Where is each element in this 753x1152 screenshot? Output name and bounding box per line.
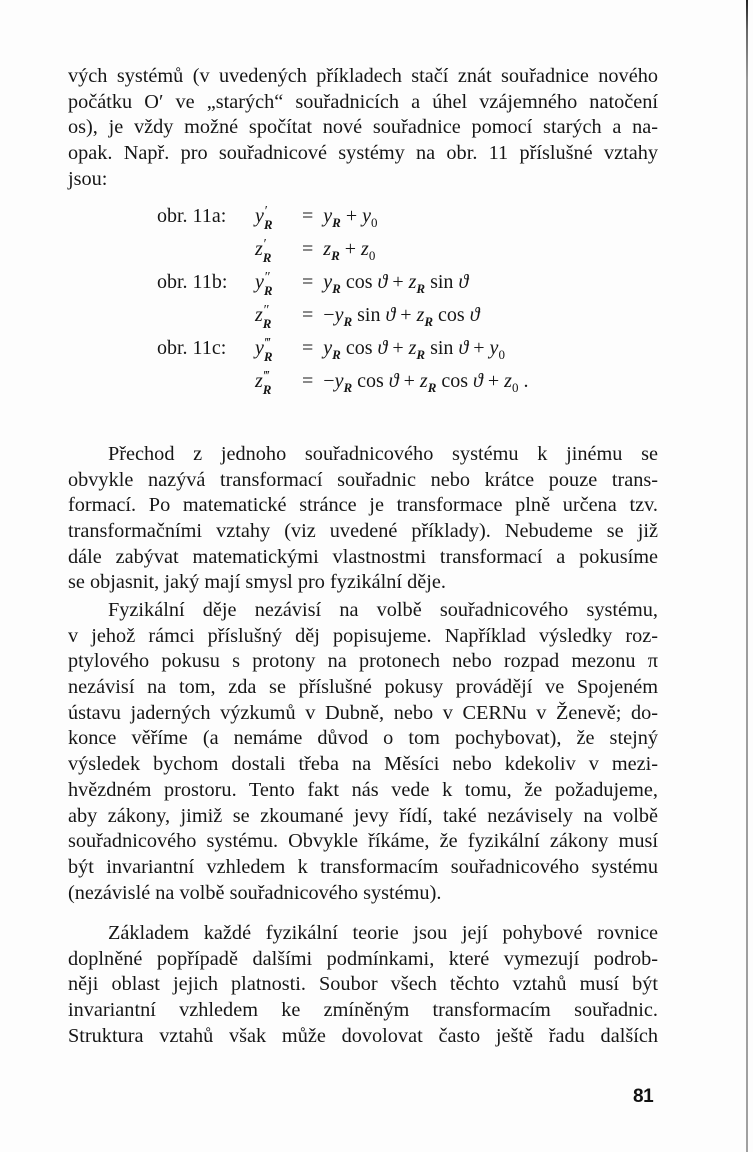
equation-row [157, 299, 657, 332]
equation-label: obr. 11b: [157, 271, 228, 293]
equation-lhs: y ′ R [255, 204, 273, 232]
text-line: něji oblast jejich platnosti. Soubor všech těchto vztahů musí být [68, 973, 658, 996]
text-line: opak. Např. pro souřadnicové systémy na obr. 11 příslušné vztahy [68, 142, 658, 165]
text-line: aby zákony, jimiž se zkoumané jevy řídí, také nezávisely na volbě [68, 804, 658, 827]
text-line: Fyzikální děje nezávisí na volbě souřadnicového systému, [108, 599, 658, 621]
text-line: ústavu jaderných výzkumů v Dubně, nebo v CERNu v Ženevě; do- [68, 701, 658, 724]
text-line: konce věříme (a nemáme důvod o tom pochybovat), že stejný [68, 727, 658, 750]
text-line: nezávisí na tom, zda se příslušné pokusy provádějí ve Spojeném [68, 676, 658, 699]
text-line: souřadnicového systému. Obvykle říkáme, že fyzikální zákony musí [68, 830, 658, 853]
equation-row [157, 365, 657, 398]
text-line: doplněné popřípadě dalšími podmínkami, které vymezují podrob- [68, 947, 658, 970]
text-line: být invariantní vzhledem k transformacím souřadnicového systému [68, 855, 658, 878]
equation-block [157, 200, 657, 398]
equation-label: obr. 11c: [157, 337, 227, 359]
equation-rhs: = $-y_R$ $\sin ϑ + z_R$ cos ϑ [302, 304, 480, 329]
text-line: os), je vždy možné spočítat nové souřadnice pomocí starých a na- [68, 116, 658, 139]
equation-rhs: = $z_R + z_0$ [302, 238, 376, 263]
text-line: se objasnit, jaký mají smysl pro fyzikální děje. [68, 571, 446, 594]
equation-lhs: y ‴ R [255, 336, 273, 364]
equation-row [157, 266, 657, 299]
paragraph-physical-events [68, 598, 658, 906]
equation-row [157, 200, 657, 233]
text-line: Přechod z jednoho souřadnicového systému k jinému se [108, 443, 658, 465]
text-line: vých systémů (v uvedených příkladech stačí znát souřadnice nového [68, 65, 658, 87]
equation-lhs: z ‴ R [255, 369, 272, 397]
paragraph-equations-of-motion [68, 921, 658, 1049]
paragraph-transformation [68, 442, 658, 596]
equation-rhs: = $y_R + y_0$ [302, 205, 378, 230]
text-line: dále zabývat matematickými vlastnostmi transformací a pokusíme [68, 545, 658, 568]
text-line: transformačními vztahy (viz uvedené příklady). Nebudeme se již [68, 520, 658, 543]
text-line: formací. Po matematické stránce je transformace plně určena tzv. [68, 494, 658, 517]
page-edge-line [746, 0, 748, 1152]
text-line: obvykle nazývá transformací souřadnic nebo krátce pouze trans- [68, 468, 658, 491]
equation-rhs: = $y_R$ $\cos ϑ + z_R$ $\sin ϑ + y_0$ [302, 337, 505, 362]
equation-lhs: z ′ R [255, 237, 272, 265]
equation-label: obr. 11a: [157, 205, 227, 227]
equation-rhs: = $y_R$ $\cos ϑ + z_R$ sin ϑ [302, 271, 469, 296]
page-number: 81 [633, 1086, 654, 1107]
intro-paragraph [68, 64, 658, 192]
text-line: invariantní vzhledem ke zmíněným transformacím souřadnic. [68, 999, 658, 1022]
text-line: Struktura vztahů však může dovolovat často ještě řadu dalších [68, 1024, 658, 1047]
equation-rhs: = $-y_R$ $\cos ϑ + z_R$ $\cos ϑ + z_0$ . [302, 370, 529, 395]
text-line: (nezávislé na volbě souřadnicového systému). [68, 881, 442, 904]
text-line: Základem každé fyzikální teorie jsou její pohybové rovnice [108, 922, 658, 944]
equation-lhs: y ″ R [255, 270, 273, 298]
text-line: hvězdném prostoru. Tento fakt nás vede k tomu, že požadujeme, [68, 778, 658, 801]
text-line: ptylového pokusu s protony na protonech nebo rozpad mezonu π [68, 650, 658, 673]
equation-row [157, 233, 657, 266]
text-line: v jehož rámci příslušný děj popisujeme. Například výsledky roz- [68, 624, 658, 647]
equation-row [157, 332, 657, 365]
text-line: jsou: [68, 167, 108, 190]
equation-lhs: z ″ R [255, 303, 272, 331]
text-line: výsledek bychom dostali třeba na Měsíci nebo kdekoliv v mezi- [68, 753, 658, 776]
text-line: počátku O′ ve „starých“ souřadnicích a úhel vzájemného natočení [68, 90, 658, 113]
